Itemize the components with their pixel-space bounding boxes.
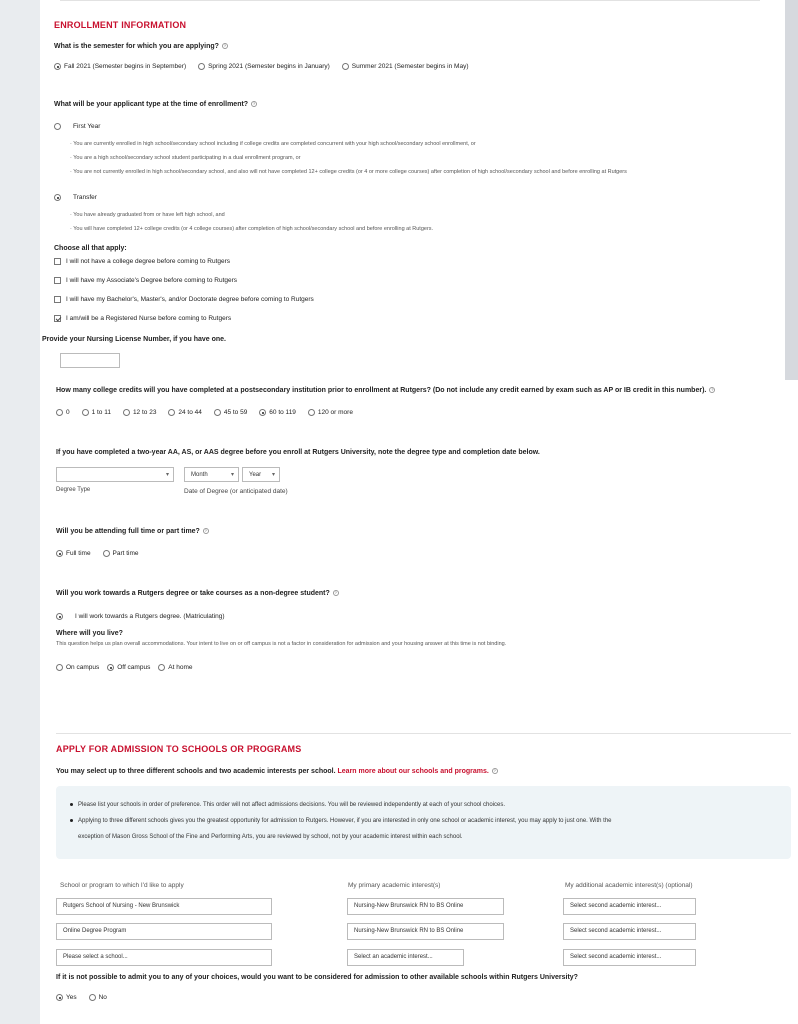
section-title-enrollment: ENROLLMENT INFORMATION xyxy=(54,20,187,30)
housing-options xyxy=(56,664,203,673)
other-schools-question: If it is not possible to admit you to any of your choices, would you want to be considered for admission to other available schools within Rutgers University? xyxy=(56,974,578,981)
radio-icon xyxy=(168,409,175,416)
radio-spring-2021[interactable]: Spring 2021 (Semester begins in January) xyxy=(198,63,330,70)
school-select-3[interactable]: Please select a school... xyxy=(56,949,272,966)
primary-interest-select-2[interactable]: Nursing-New Brunswick RN to BS Online xyxy=(347,923,504,940)
credits-question: How many college credits will you have completed at a postsecondary institution prior to enrollment at Rutgers? (Do not include any credit earned by exam such as AP or IB credit in this number). ? xyxy=(56,387,714,394)
help-icon[interactable]: ? xyxy=(493,768,497,774)
applicant-type-question: What will be your applicant type at the time of enrollment? ? xyxy=(54,101,256,108)
radio-selected-icon xyxy=(56,613,63,620)
radio-matriculating[interactable]: I will work towards a Rutgers degree. (Matriculating) xyxy=(56,613,225,620)
radio-credits-24-44[interactable]: 24 to 44 xyxy=(168,409,202,416)
housing-note: This question helps us plan overall accommodations. Your intent to live on or off campus is not a factor in consideration for admission and your housing answer at this time is not binding. xyxy=(56,641,507,647)
chevron-down-icon: ▾ xyxy=(165,472,169,478)
info-box xyxy=(56,786,791,859)
info-bullet-2-cont: exception of Mason Gross School of the Fine and Performing Arts, you are reviewed by school, not by your academic interest within each school. xyxy=(78,834,463,840)
transfer-note-2: · You will have completed 12+ college credits (or 4 college courses) after completion of high school/secondary school and before enrolling at Rutgers. xyxy=(70,226,434,232)
school-select-2[interactable]: Online Degree Program xyxy=(56,923,272,940)
radio-selected-icon xyxy=(259,409,266,416)
radio-credits-60-119[interactable]: 60 to 119 xyxy=(259,409,296,416)
divider xyxy=(56,733,791,734)
help-icon[interactable]: ? xyxy=(334,590,338,596)
primary-interest-select-3[interactable]: Select an academic interest... xyxy=(347,949,464,966)
chevron-down-icon: ▾ xyxy=(271,472,275,478)
chevron-down-icon: ▾ xyxy=(230,472,234,478)
radio-credits-120-plus[interactable]: 120 or more xyxy=(308,409,353,416)
radio-summer-2021[interactable]: Summer 2021 (Semester begins in May) xyxy=(342,63,469,70)
col-header-primary: My primary academic interest(s) xyxy=(348,882,441,889)
radio-icon xyxy=(56,409,63,416)
radio-icon xyxy=(54,123,61,130)
checkbox-registered-nurse[interactable]: I am/will be a Registered Nurse before coming to Rutgers xyxy=(54,315,231,322)
radio-icon xyxy=(56,664,63,671)
checkbox-icon xyxy=(54,296,61,303)
nursing-license-input[interactable] xyxy=(60,353,120,368)
radio-icon xyxy=(308,409,315,416)
info-bullet-1: Please list your schools in order of preference. This order will not affect admissions decisions. You will be reviewed independently at each of your school choices. xyxy=(70,802,505,808)
checkbox-icon xyxy=(54,258,61,265)
apply-intro: You may select up to three different schools and two academic interests per school. Learn more about our schools and programs. ? xyxy=(56,768,497,775)
additional-interest-select-3[interactable]: Select second academic interest... xyxy=(563,949,696,966)
radio-fall-2021[interactable]: Fall 2021 (Semester begins in September) xyxy=(54,63,186,70)
info-bullet-2: Applying to three different schools gives you the greatest opportunity for admission to Rutgers. However, if you are interested in only one school or academic interest, you may apply to just one. With the xyxy=(70,818,612,824)
checkbox-associates[interactable]: I will have my Associate's Degree before coming to Rutgers xyxy=(54,277,237,284)
radio-icon xyxy=(103,550,110,557)
degree-type-label: Degree Type xyxy=(56,487,91,493)
schools-programs-link[interactable]: Learn more about our schools and programs. xyxy=(337,768,489,775)
radio-icon xyxy=(123,409,130,416)
degree-month-select[interactable]: Month ▾ xyxy=(184,467,239,482)
radio-icon xyxy=(198,63,205,70)
degree-date-label: Date of Degree (or anticipated date) xyxy=(184,488,288,495)
additional-interest-select-2[interactable]: Select second academic interest... xyxy=(563,923,696,940)
school-select-1[interactable]: Rutgers School of Nursing - New Brunswick xyxy=(56,898,272,915)
help-icon[interactable]: ? xyxy=(204,528,208,534)
first-year-note-2: · You are a high school/secondary school student participating in a dual enrollment program, or xyxy=(70,155,301,161)
degree-question: If you have completed a two-year AA, AS, or AAS degree before you enroll at Rutgers University, note the degree type and completion date below. xyxy=(56,449,540,456)
radio-credits-0[interactable]: 0 xyxy=(56,409,70,416)
degree-type-select[interactable] xyxy=(56,467,174,482)
nursing-license-label: Provide your Nursing License Number, if you have one. xyxy=(42,336,226,343)
checkbox-icon xyxy=(54,277,61,284)
checkbox-checked-icon xyxy=(54,315,61,322)
radio-credits-45-59[interactable]: 45 to 59 xyxy=(214,409,248,416)
radio-no[interactable]: No xyxy=(89,994,107,1001)
radio-selected-icon xyxy=(56,994,63,1001)
degree-year-select[interactable]: Year ▾ xyxy=(242,467,280,482)
radio-selected-icon xyxy=(54,194,61,201)
section-title-apply: APPLY FOR ADMISSION TO SCHOOLS OR PROGRAMS xyxy=(56,744,302,754)
first-year-note-1: · You are currently enrolled in high school/secondary school including if college credits are completed concurrent with your high school/secondary school enrollment, or xyxy=(70,141,476,147)
radio-selected-icon xyxy=(54,63,61,70)
radio-icon xyxy=(158,664,165,671)
left-gutter xyxy=(0,0,40,1024)
choose-all-label: Choose all that apply: xyxy=(54,245,127,252)
radio-transfer[interactable]: Transfer xyxy=(54,194,97,201)
credits-options xyxy=(56,409,363,418)
radio-at-home[interactable]: At home xyxy=(158,664,192,671)
other-schools-options xyxy=(56,994,117,1003)
divider xyxy=(60,0,760,1)
enrollment-panel xyxy=(40,0,785,380)
housing-question: Where will you live? xyxy=(56,630,123,637)
radio-selected-icon xyxy=(107,664,114,671)
radio-credits-1-11[interactable]: 1 to 11 xyxy=(82,409,111,416)
radio-off-campus[interactable]: Off campus xyxy=(107,664,150,671)
checkbox-bachelors[interactable]: I will have my Bachelor's, Master's, and/or Doctorate degree before coming to Rutgers xyxy=(54,296,314,303)
radio-icon xyxy=(214,409,221,416)
radio-icon xyxy=(342,63,349,70)
attendance-options xyxy=(56,550,149,559)
attendance-question: Will you be attending full time or part time? ? xyxy=(56,528,208,535)
help-icon[interactable]: ? xyxy=(252,101,256,107)
radio-first-year[interactable]: First Year xyxy=(54,123,100,130)
first-year-note-3: · You are not currently enrolled in high school/secondary school, and also will not have completed 12+ college credits (or 4 or more college courses) after completion of high school/secondary school and before enrolling at Rutgers xyxy=(70,169,627,175)
transfer-note-1: · You have already graduated from or have left high school, and xyxy=(70,212,225,218)
radio-credits-12-23[interactable]: 12 to 23 xyxy=(123,409,157,416)
radio-yes[interactable]: Yes xyxy=(56,994,77,1001)
checkbox-no-degree[interactable]: I will not have a college degree before coming to Rutgers xyxy=(54,258,230,265)
help-icon[interactable]: ? xyxy=(711,387,714,393)
radio-part-time[interactable]: Part time xyxy=(103,550,139,557)
radio-icon xyxy=(89,994,96,1001)
scrollbar-track[interactable] xyxy=(785,0,798,380)
semester-question: What is the semester for which you are applying? ? xyxy=(54,43,227,50)
radio-icon xyxy=(82,409,89,416)
radio-on-campus[interactable]: On campus xyxy=(56,664,99,671)
additional-interest-select-1[interactable]: Select second academic interest... xyxy=(563,898,696,915)
degree-status-question: Will you work towards a Rutgers degree or take courses as a non-degree student? ? xyxy=(56,590,338,597)
details-panel xyxy=(40,380,798,1024)
col-header-additional: My additional academic interest(s) (optional) xyxy=(565,882,693,889)
radio-selected-icon xyxy=(56,550,63,557)
primary-interest-select-1[interactable]: Nursing-New Brunswick RN to BS Online xyxy=(347,898,504,915)
radio-full-time[interactable]: Full time xyxy=(56,550,91,557)
semester-options xyxy=(54,63,478,72)
bullet-icon xyxy=(70,803,73,806)
col-header-school: School or program to which I'd like to apply xyxy=(60,882,184,889)
help-icon[interactable]: ? xyxy=(223,43,227,49)
bullet-icon xyxy=(70,819,73,822)
